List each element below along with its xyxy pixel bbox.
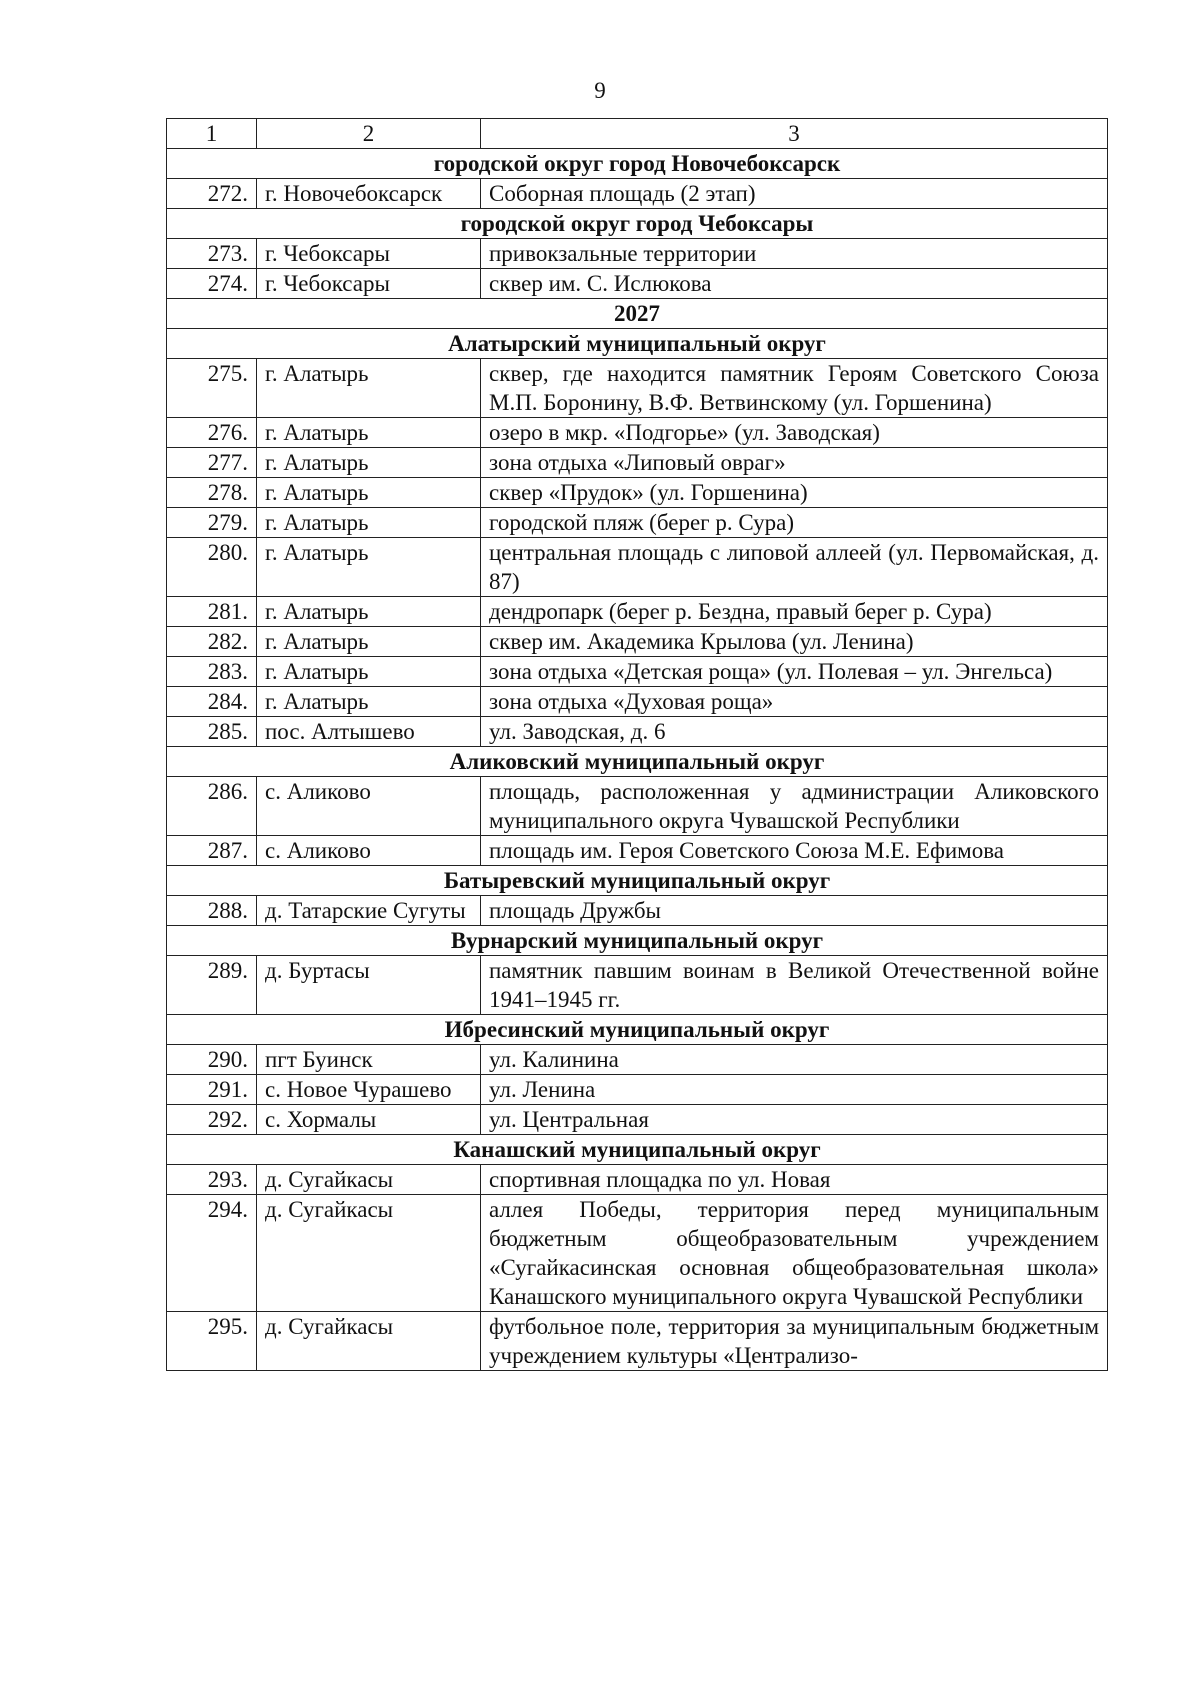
site-description-cell: сквер, где находится памятник Героям Советского Союза М.П. Боронину, В.Ф. Ветвинскому (ул. Горшенина) <box>481 359 1108 418</box>
section-title: 2027 <box>167 299 1108 329</box>
site-description-cell: городской пляж (берег р. Сура) <box>481 508 1108 538</box>
table-header-row <box>167 119 1108 149</box>
site-description-cell: дендропарк (берег р. Бездна, правый берег р. Сура) <box>481 597 1108 627</box>
settlement-cell: г. Алатырь <box>257 359 481 418</box>
row-number: 291. <box>167 1075 257 1105</box>
settlement-cell: г. Чебоксары <box>257 239 481 269</box>
section-heading-row <box>167 866 1108 896</box>
site-description-cell: площадь им. Героя Советского Союза М.Е. Ефимова <box>481 836 1108 866</box>
settlement-cell: г. Алатырь <box>257 627 481 657</box>
table-row <box>167 836 1108 866</box>
header-col-2: 2 <box>257 119 481 149</box>
site-description-cell: сквер им. Академика Крылова (ул. Ленина) <box>481 627 1108 657</box>
settlement-cell: г. Алатырь <box>257 657 481 687</box>
section-heading-row <box>167 329 1108 359</box>
table-row <box>167 956 1108 1015</box>
row-number: 272. <box>167 179 257 209</box>
section-heading-row <box>167 149 1108 179</box>
row-number: 284. <box>167 687 257 717</box>
section-heading-row <box>167 209 1108 239</box>
table-row <box>167 1312 1108 1371</box>
header-col-1: 1 <box>167 119 257 149</box>
table-row <box>167 1075 1108 1105</box>
table-row <box>167 269 1108 299</box>
settlement-cell: пгт Буинск <box>257 1045 481 1075</box>
site-description-cell: сквер «Прудок» (ул. Горшенина) <box>481 478 1108 508</box>
row-number: 294. <box>167 1195 257 1312</box>
section-title: Канашский муниципальный округ <box>167 1135 1108 1165</box>
section-title: Батыревский муниципальный округ <box>167 866 1108 896</box>
row-number: 279. <box>167 508 257 538</box>
site-description-cell: ул. Центральная <box>481 1105 1108 1135</box>
locations-table <box>166 118 1108 1371</box>
table-row <box>167 597 1108 627</box>
section-title: Алатырский муниципальный округ <box>167 329 1108 359</box>
site-description-cell: центральная площадь с липовой аллеей (ул. Первомайская, д. 87) <box>481 538 1108 597</box>
site-description-cell: зона отдыха «Духовая роща» <box>481 687 1108 717</box>
table-body <box>167 119 1108 1371</box>
table-row <box>167 1045 1108 1075</box>
table-row <box>167 239 1108 269</box>
site-description-cell: ул. Ленина <box>481 1075 1108 1105</box>
row-number: 280. <box>167 538 257 597</box>
table-row <box>167 418 1108 448</box>
row-number: 282. <box>167 627 257 657</box>
settlement-cell: г. Алатырь <box>257 687 481 717</box>
settlement-cell: г. Алатырь <box>257 418 481 448</box>
table-row <box>167 448 1108 478</box>
row-number: 287. <box>167 836 257 866</box>
site-description-cell: площадь, расположенная у администрации Аликовского муниципального округа Чувашской Республики <box>481 777 1108 836</box>
table-row <box>167 1195 1108 1312</box>
row-number: 278. <box>167 478 257 508</box>
section-heading-row <box>167 299 1108 329</box>
site-description-cell: сквер им. С. Ислюкова <box>481 269 1108 299</box>
site-description-cell: Соборная площадь (2 этап) <box>481 179 1108 209</box>
settlement-cell: г. Алатырь <box>257 538 481 597</box>
site-description-cell: ул. Калинина <box>481 1045 1108 1075</box>
section-heading-row <box>167 1015 1108 1045</box>
settlement-cell: с. Аликово <box>257 777 481 836</box>
table-row <box>167 1165 1108 1195</box>
section-heading-row <box>167 926 1108 956</box>
settlement-cell: д. Сугайкасы <box>257 1165 481 1195</box>
site-description-cell: памятник павшим воинам в Великой Отечественной войне 1941–1945 гг. <box>481 956 1108 1015</box>
site-description-cell: футбольное поле, территория за муниципальным бюджетным учреждением культуры «Централизо- <box>481 1312 1108 1371</box>
site-description-cell: зона отдыха «Липовый овраг» <box>481 448 1108 478</box>
site-description-cell: озеро в мкр. «Подгорье» (ул. Заводская) <box>481 418 1108 448</box>
site-description-cell: аллея Победы, территория перед муниципальным бюджетным общеобразовательным учреждением «Сугайкасинская основная общеобразовательная школа» Канашского муниципального округа Чувашской Республики <box>481 1195 1108 1312</box>
table-row <box>167 777 1108 836</box>
row-number: 276. <box>167 418 257 448</box>
row-number: 288. <box>167 896 257 926</box>
settlement-cell: г. Новочебоксарск <box>257 179 481 209</box>
page-number: 9 <box>594 78 606 103</box>
table-row <box>167 657 1108 687</box>
table-row <box>167 896 1108 926</box>
settlement-cell: г. Алатырь <box>257 508 481 538</box>
section-heading-row <box>167 747 1108 777</box>
section-title: Аликовский муниципальный округ <box>167 747 1108 777</box>
row-number: 273. <box>167 239 257 269</box>
section-title: Вурнарский муниципальный округ <box>167 926 1108 956</box>
section-title: городской округ город Новочебоксарск <box>167 149 1108 179</box>
site-description-cell: спортивная площадка по ул. Новая <box>481 1165 1108 1195</box>
row-number: 290. <box>167 1045 257 1075</box>
settlement-cell: д. Буртасы <box>257 956 481 1015</box>
section-title: городской округ город Чебоксары <box>167 209 1108 239</box>
row-number: 281. <box>167 597 257 627</box>
settlement-cell: с. Новое Чурашево <box>257 1075 481 1105</box>
site-description-cell: ул. Заводская, д. 6 <box>481 717 1108 747</box>
settlement-cell: пос. Алтышево <box>257 717 481 747</box>
settlement-cell: д. Татарские Сугуты <box>257 896 481 926</box>
settlement-cell: с. Хормалы <box>257 1105 481 1135</box>
row-number: 275. <box>167 359 257 418</box>
row-number: 277. <box>167 448 257 478</box>
section-heading-row <box>167 1135 1108 1165</box>
settlement-cell: г. Алатырь <box>257 597 481 627</box>
row-number: 285. <box>167 717 257 747</box>
site-description-cell: площадь Дружбы <box>481 896 1108 926</box>
row-number: 286. <box>167 777 257 836</box>
settlement-cell: д. Сугайкасы <box>257 1312 481 1371</box>
table-row <box>167 359 1108 418</box>
site-description-cell: зона отдыха «Детская роща» (ул. Полевая – ул. Энгельса) <box>481 657 1108 687</box>
table-row <box>167 687 1108 717</box>
table-row <box>167 627 1108 657</box>
row-number: 295. <box>167 1312 257 1371</box>
table-row <box>167 1105 1108 1135</box>
table-row <box>167 179 1108 209</box>
row-number: 292. <box>167 1105 257 1135</box>
settlement-cell: с. Аликово <box>257 836 481 866</box>
table-row <box>167 478 1108 508</box>
row-number: 289. <box>167 956 257 1015</box>
row-number: 274. <box>167 269 257 299</box>
table-row <box>167 538 1108 597</box>
settlement-cell: г. Алатырь <box>257 448 481 478</box>
table-row <box>167 717 1108 747</box>
header-col-3: 3 <box>481 119 1108 149</box>
settlement-cell: д. Сугайкасы <box>257 1195 481 1312</box>
settlement-cell: г. Алатырь <box>257 478 481 508</box>
section-title: Ибресинский муниципальный округ <box>167 1015 1108 1045</box>
settlement-cell: г. Чебоксары <box>257 269 481 299</box>
row-number: 293. <box>167 1165 257 1195</box>
site-description-cell: привокзальные территории <box>481 239 1108 269</box>
row-number: 283. <box>167 657 257 687</box>
table-row <box>167 508 1108 538</box>
